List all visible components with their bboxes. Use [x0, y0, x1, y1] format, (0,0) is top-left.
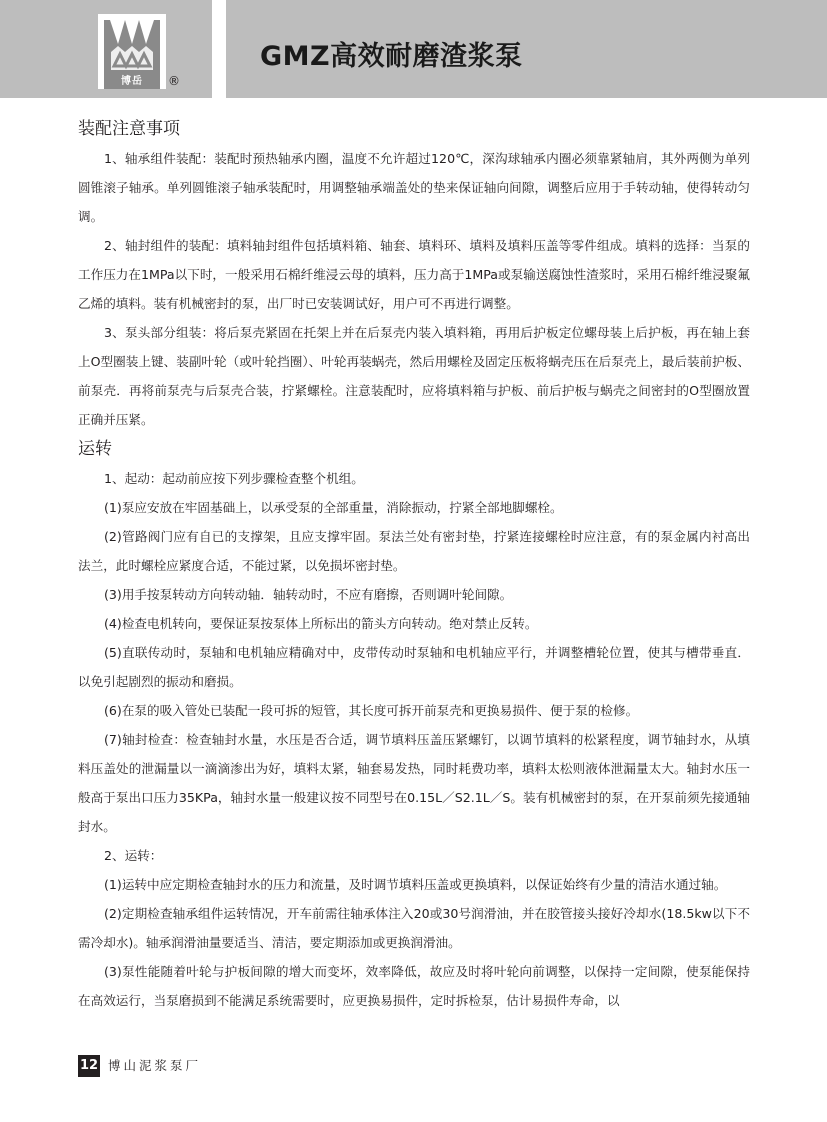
header-title-bar	[226, 0, 827, 98]
section-title-assembly: 装配注意事项	[78, 119, 180, 139]
paragraph: (3)泵性能随着叶轮与护板间隙的增大而变坏，效率降低，故应及时将叶轮向前调整，以保持一定间隙，使泵能保持在高效运行，当泵磨损到不能满足系统需要时，应更换易损件，定时拆检泵，估计易损件寿命，以	[78, 964, 750, 1008]
section-title-operation: 运转	[78, 439, 112, 459]
paragraph: 1、轴承组件装配：装配时预热轴承内圈，温度不允许超过120℃，深沟球轴承内圈必须靠紧轴肩，其外两侧为单列圆锥滚子轴承。单列圆锥滚子轴承装配时，用调整轴承端盖处的垫来保证轴向间隙，调整后应用于手转动轴，使得转动匀调。	[78, 151, 750, 224]
header-left-bar	[0, 0, 212, 98]
document-title: GMZ高效耐磨渣浆泵	[260, 41, 523, 72]
registered-mark: ®	[168, 74, 180, 88]
paragraph: 2、轴封组件的装配：填料轴封组件包括填料箱、轴套、填料环、填料及填料压盖等零件组成。填料的选择：当泵的工作压力在1MPa以下时，一般采用石棉纤维浸云母的填料，压力高于1MPa或泵输送腐蚀性渣浆时，采用石棉纤维浸聚氟乙烯的填料。装有机械密封的泵，出厂时已安装调试好，用户可不再进行调整。	[78, 238, 750, 311]
paragraph: (1)运转中应定期检查轴封水的压力和流量，及时调节填料压盖或更换填料，以保证始终有少量的清洁水通过轴。	[104, 877, 727, 892]
paragraph: (3)用手按泵转动方向转动轴．轴转动时，不应有磨擦，否则调叶轮间隙。	[104, 587, 513, 602]
paragraph: 3、泵头部分组装：将后泵壳紧固在托架上并在后泵壳内装入填料箱，再用后护板定位螺母装上后护板，再在轴上套上O型圈装上键、装副叶轮（或叶轮挡圈）、叶轮再装蜗壳，然后用螺栓及固定压板将蜗壳压在后泵壳上，最后装前护板、前泵壳．再将前泵壳与后泵壳合装，拧紧螺栓。注意装配时，应将填料箱与护板、前后护板与蜗壳之间密封的O型圈放置正确并压紧。	[78, 325, 750, 427]
paragraph: (1)泵应安放在牢固基础上，以承受泵的全部重量，消除振动，拧紧全部地脚螺栓。	[104, 500, 563, 515]
paragraph: 1、起动：起动前应按下列步骤检查整个机组。	[104, 471, 364, 486]
page-number: 12	[78, 1055, 100, 1077]
logo-text: 博岳	[121, 76, 143, 87]
paragraph: (2)定期检查轴承组件运转情况，开车前需往轴承体注入20或30号润滑油，并在胶管接头接好冷却水(18.5kw以下不需冷却水)。轴承润滑油量要适当、清洁，要定期添加或更换润滑油。	[78, 906, 750, 950]
paragraph: (6)在泵的吸入管处已装配一段可拆的短管，其长度可拆开前泵壳和更换易损件、便于泵的检修。	[104, 703, 639, 718]
paragraph: (4)检查电机转向，要保证泵按泵体上所标出的箭头方向转动。绝对禁止反转。	[104, 616, 538, 631]
footer-company-name: 博山泥浆泵厂	[108, 1058, 202, 1073]
paragraph: (5)直联传动时，泵轴和电机轴应精确对中，皮带传动时泵轴和电机轴应平行，并调整槽轮位置，使其与槽带垂直．以免引起剧烈的振动和磨损。	[78, 645, 750, 689]
paragraph: (7)轴封检查：检查轴封水量，水压是否合适，调节填料压盖压紧螺钉，以调节填料的松紧程度，调节轴封水，从填料压盖处的泄漏量以一滴滴渗出为好，填料太紧，轴套易发热，同时耗费功率，填料太松则液体泄漏量太大。轴封水压一般高于泵出口压力35KPa，轴封水量一般建议按不同型号在0.15L／S2.1L／S。装有机械密封的泵，在开泵前须先接通轴封水。	[78, 732, 750, 834]
logo	[98, 14, 166, 89]
document-body	[78, 114, 750, 1015]
paragraph: 2、运转：	[104, 848, 163, 863]
paragraph: (2)管路阀门应有自已的支撑架，且应支撑牢固。泵法兰处有密封垫，拧紧连接螺栓时应注意，有的泵金属内衬高出法兰，此时螺栓应紧度合适，不能过紧，以免损坏密封垫。	[78, 529, 750, 573]
